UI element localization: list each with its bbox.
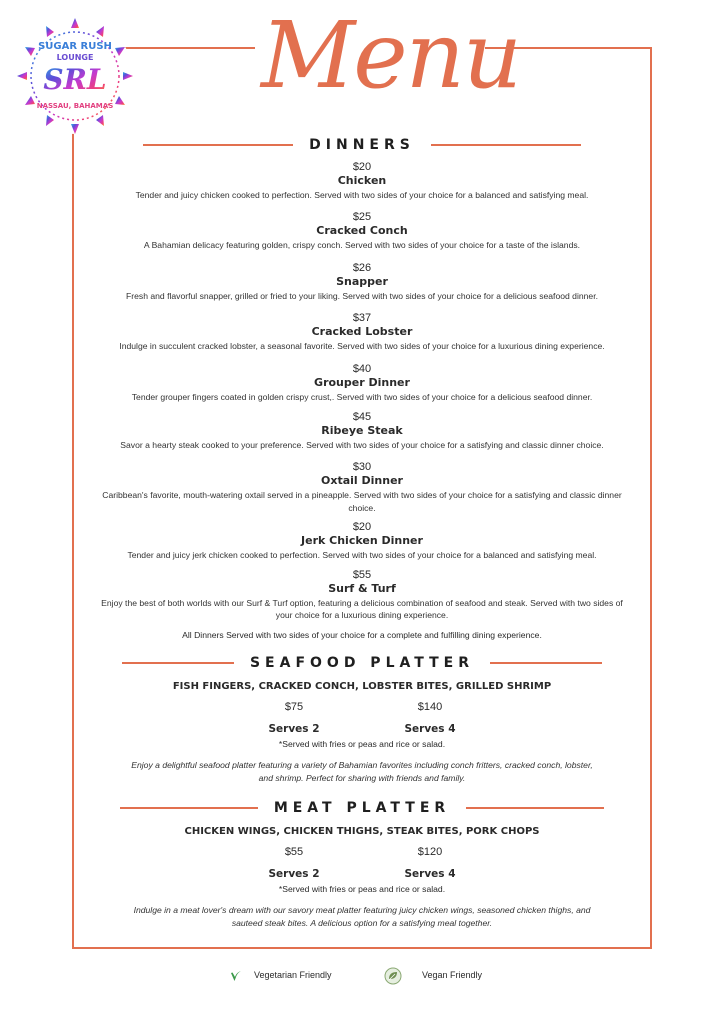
heading-rule-left (122, 662, 234, 664)
item-description: Indulge in succulent cracked lobster, a seasonal favorite. Served with two sides of your choice for a luxurious dining experience. (119, 341, 605, 352)
seafood-heading (90, 651, 634, 675)
heading-rule-right (431, 144, 581, 146)
item-price: $26 (352, 261, 372, 274)
logo-line2: LOUNGE (56, 53, 94, 62)
item-name: Snapper (336, 274, 388, 288)
item-price: $37 (352, 312, 372, 325)
item-description: A Bahamian delicacy featuring golden, crispy conch. Served with two sides of your choice for a taste of the islands. (143, 240, 581, 251)
meat-options (90, 845, 634, 880)
menu-title-text: Menu (261, 2, 521, 109)
seafood-subtitle: FISH FINGERS, CRACKED CONCH, LOBSTER BITES, GRILLED SHRIMP (172, 681, 552, 693)
item-name: Surf & Turf (328, 581, 396, 595)
item-price: $20 (352, 521, 372, 534)
dinners-note: All Dinners Served with two sides of your choice for a complete and fulfilling dining experience. (182, 630, 542, 641)
option-price: $75 (284, 701, 304, 714)
item-description: Caribbean's favorite, mouth-watering oxtail served in a pineapple. Served with two sides of your choice for a satisfying and classic dinner choice. (102, 490, 622, 513)
sugar-rush-lounge-logo (15, 16, 135, 136)
serve-option (392, 700, 468, 735)
seafood-heading-label: SEAFOOD PLATTER (249, 655, 475, 672)
meat-description: Indulge in a meat lover's dream with our savory meat platter featuring juicy chicken wings, seasoned chicken thighs, and sauteed steak bites. A delicious option for a satisfying meal together. (133, 905, 591, 928)
dinners-heading-label: DINNERS (309, 137, 415, 153)
item-description: Tender and juicy jerk chicken cooked to perfection. Served with two sides of your choice for a balanced and satisfying meal. (127, 550, 597, 561)
logo-location: NASSAU, BAHAMAS (36, 102, 114, 110)
item-price: $25 (352, 211, 372, 224)
item-price: $20 (352, 161, 372, 173)
item-name: Cracked Lobster (311, 325, 413, 339)
meat-subtitle: CHICKEN WINGS, CHICKEN THIGHS, STEAK BITES, PORK CHOPS (184, 826, 540, 838)
serve-option (256, 700, 332, 735)
item-name: Chicken (337, 174, 387, 187)
diet-legend (0, 967, 724, 987)
menu-content (90, 133, 634, 929)
menu-item (90, 311, 634, 352)
item-description: Tender and juicy chicken cooked to perfection. Served with two sides of your choice for a balanced and satisfying meal. (135, 190, 589, 200)
item-name: Cracked Conch (316, 224, 408, 238)
logo-graphic (15, 16, 135, 136)
seafood-options (90, 700, 634, 735)
item-description: Fresh and flavorful snapper, grilled or fried to your liking. Served with two sides of your choice for a delicious seafood dinner. (126, 290, 598, 301)
option-price: $55 (284, 846, 304, 859)
meat-heading (90, 796, 634, 820)
heading-rule-right (466, 807, 604, 809)
menu-item (90, 520, 634, 561)
vegetarian-leaf-icon (228, 969, 242, 983)
item-price: $40 (352, 362, 372, 375)
seafood-description: Enjoy a delightful seafood platter featuring a variety of Bahamian favorites including conch fritters, cracked conch, lobster, and shrimp. Perfect for sharing with friends and family. (131, 760, 593, 783)
vegetarian-label: Vegetarian Friendly (254, 970, 332, 980)
dinners-heading (90, 133, 634, 157)
menu-item (90, 261, 634, 302)
meat-served-with: *Served with fries or peas and rice or salad. (278, 884, 446, 895)
menu-title (255, 0, 521, 130)
vegan-label: Vegan Friendly (422, 970, 483, 980)
heading-rule-left (120, 807, 258, 809)
vegan-leaf-icon (384, 967, 402, 985)
item-name: Grouper Dinner (314, 375, 410, 389)
heading-rule-right (490, 662, 602, 664)
item-description: Tender grouper fingers coated in golden crispy crust,. Served with two sides of your choice for a delicious seafood dinner. (131, 391, 593, 402)
item-description: Enjoy the best of both worlds with our Surf & Turf option, featuring a delicious combination of seafood and steak. Served with two sides of your choice for a luxurious dining experience. (101, 597, 623, 621)
option-serves: Serves 4 (404, 723, 456, 736)
menu-item (90, 568, 634, 622)
item-description: Savor a hearty steak cooked to your preference. Served with two sides of your choice for a satisfying and classic dinner choice. (120, 440, 604, 451)
logo-initials: SRL (43, 63, 107, 96)
option-serves: Serves 4 (404, 868, 456, 881)
item-name: Oxtail Dinner (321, 474, 403, 488)
seafood-served-with: *Served with fries or peas and rice or salad. (278, 739, 446, 750)
meat-heading-label: MEAT PLATTER (273, 800, 451, 817)
option-serves: Serves 2 (268, 723, 320, 736)
menu-item (90, 410, 634, 451)
item-name: Jerk Chicken Dinner (301, 534, 423, 548)
serve-option (256, 845, 332, 880)
menu-item (90, 160, 634, 201)
heading-rule-left (143, 144, 293, 146)
item-name: Ribeye Steak (321, 424, 403, 438)
item-price: $30 (352, 461, 372, 474)
menu-item (90, 460, 634, 514)
option-serves: Serves 2 (268, 868, 320, 881)
logo-line1: SUGAR RUSH (38, 41, 112, 52)
item-price: $45 (352, 411, 372, 424)
option-price: $120 (417, 846, 443, 859)
option-price: $140 (417, 701, 443, 714)
menu-item (90, 210, 634, 251)
item-price: $55 (352, 568, 372, 581)
menu-item (90, 362, 634, 403)
serve-option (392, 845, 468, 880)
